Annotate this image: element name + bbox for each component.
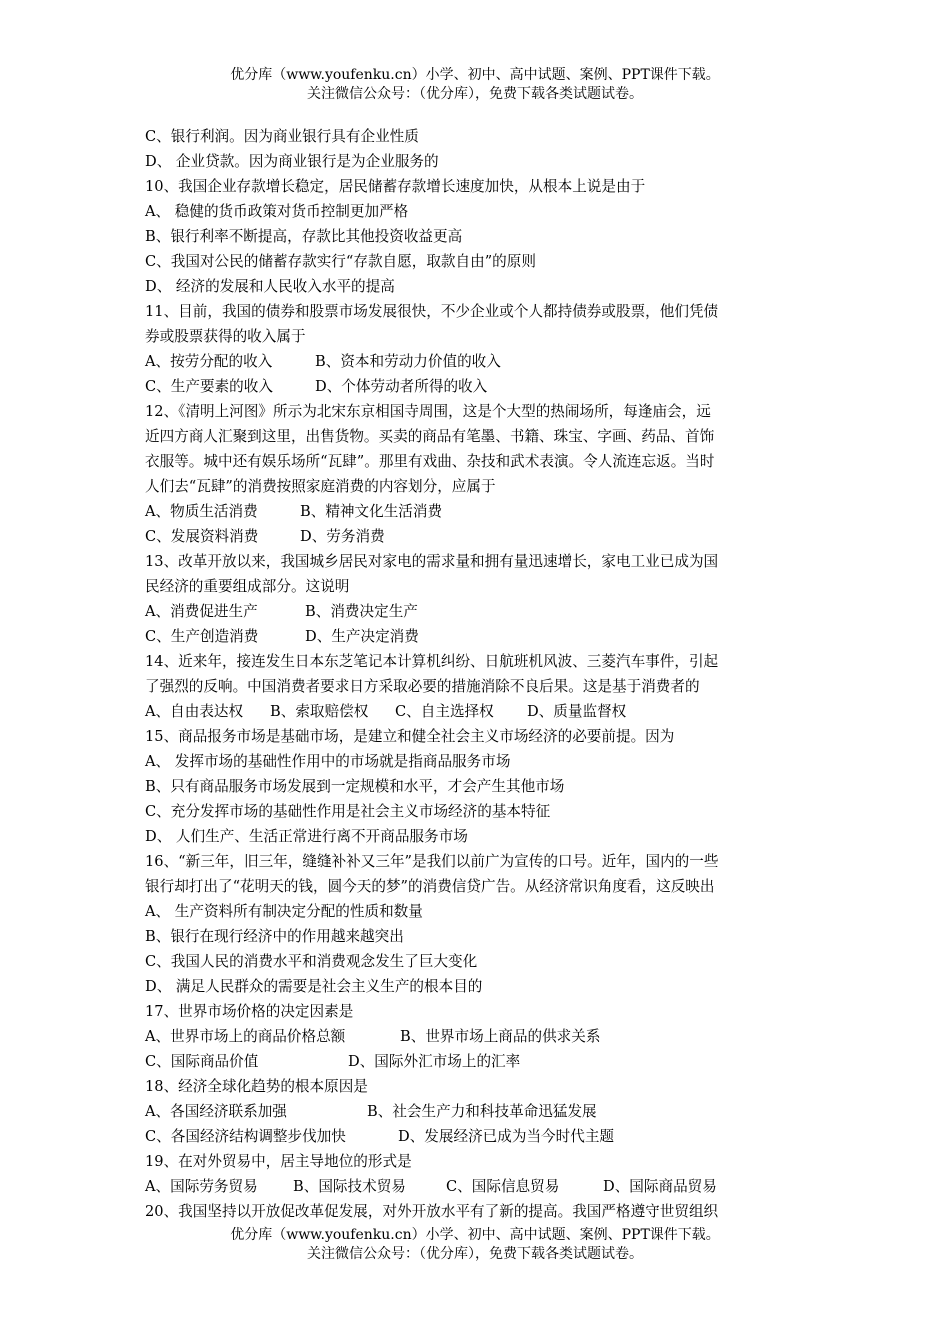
question-17-options-row [145, 1024, 807, 1049]
option-b: B、世界市场上商品的供求关系 [400, 1028, 601, 1045]
option-c: C、生产要素的收入 [145, 378, 273, 395]
header-line-1: 优分库（www.youfenku.cn）小学、初中、高中试题、案例、PPT课件下载。 [230, 67, 720, 83]
question-13-stem: 13、改革开放以来，我国城乡居民对家电的需求量和拥有量迅速增长，家电工业已成为国 [145, 553, 719, 570]
option-b: B、社会生产力和科技革命迅猛发展 [367, 1103, 597, 1120]
option-c: C、生产创造消费 [145, 628, 259, 645]
text-line: 近四方商人汇聚到这里，出售货物。买卖的商品有笔墨、书籍、珠宝、字画、药品、首饰 [145, 428, 715, 445]
option-b: B、索取赔偿权 [270, 703, 369, 720]
option-a: A、消费促进生产 [145, 603, 258, 620]
footer-line-2: 关注微信公众号：（优分库），免费下载各类试题试卷。 [307, 1246, 643, 1262]
option-b: B、消费决定生产 [305, 603, 418, 620]
question-11-options-row [145, 349, 807, 374]
option-c: C、各国经济结构调整步伐加快 [145, 1128, 346, 1145]
question-14-options-row [145, 699, 807, 724]
option-d: D、劳务消费 [300, 528, 385, 545]
text-line: C、充分发挥市场的基础性作用是社会主义市场经济的基本特征 [145, 803, 551, 820]
option-a: A、各国经济联系加强 [145, 1103, 287, 1120]
option-a: A、世界市场上的商品价格总额 [145, 1028, 346, 1045]
question-19-options-row [145, 1174, 807, 1199]
text-line: 民经济的重要组成部分。这说明 [145, 578, 350, 595]
question-12-options-row [145, 499, 807, 524]
header-line-2: 关注微信公众号：（优分库），免费下载各类试题试卷。 [307, 86, 643, 102]
question-17-stem: 17、世界市场价格的决定因素是 [145, 1003, 354, 1020]
text-line: C、我国人民的消费水平和消费观念发生了巨大变化 [145, 953, 478, 970]
text-line: 衣服等。城中还有娱乐场所“瓦肆”。那里有戏曲、杂技和武术表演。令人流连忘返。当时 [145, 453, 715, 470]
option-a: A、自由表达权 [145, 703, 244, 720]
question-10-stem: 10、我国企业存款增长稳定，居民储蓄存款增长速度加快，从根本上说是由于 [145, 178, 646, 195]
question-13-options-row [145, 599, 807, 624]
text-line: B、只有商品服务市场发展到一定规模和水平，才会产生其他市场 [145, 778, 565, 795]
question-20-stem: 20、我国坚持以开放促改革促发展，对外开放水平有了新的提高。我国严格遵守世贸组织 [145, 1203, 719, 1220]
text-line: 银行却打出了“花明天的钱，圆今天的梦”的消费信贷广告。从经济常识角度看，这反映出 [145, 878, 715, 895]
option-c: C、国际信息贸易 [446, 1178, 560, 1195]
option-b: B、资本和劳动力价值的收入 [315, 353, 501, 370]
text-line: 人们去“瓦肆”的消费按照家庭消费的内容划分，应属于 [145, 478, 496, 495]
text-line: B、银行利率不断提高，存款比其他投资收益更高 [145, 228, 463, 245]
option-a: A、物质生活消费 [145, 503, 258, 520]
question-19-stem: 19、在对外贸易中，居主导地位的形式是 [145, 1153, 412, 1170]
text-line: A、 稳健的货币政策对货币控制更加严格 [145, 203, 409, 220]
option-b: B、国际技术贸易 [293, 1178, 406, 1195]
option-d: D、生产决定消费 [305, 628, 419, 645]
text-line: D、 企业贷款。因为商业银行是为企业服务的 [145, 153, 439, 170]
option-c: C、国际商品价值 [145, 1053, 259, 1070]
question-11-stem: 11、目前，我国的债券和股票市场发展很快，不少企业或个人都持债券或股票，他们凭债 [145, 303, 719, 320]
option-d: D、国际商品贸易 [603, 1178, 717, 1195]
option-c: C、发展资料消费 [145, 528, 259, 545]
question-16-stem: 16、“新三年，旧三年，缝缝补补又三年”是我们以前广为宣传的口号。近年，国内的一些 [145, 853, 719, 870]
option-a: A、按劳分配的收入 [145, 353, 273, 370]
option-b: B、精神文化生活消费 [300, 503, 443, 520]
option-d: D、国际外汇市场上的汇率 [348, 1053, 521, 1070]
option-a: A、国际劳务贸易 [145, 1178, 258, 1195]
footer-line-1: 优分库（www.youfenku.cn）小学、初中、高中试题、案例、PPT课件下载。 [230, 1227, 720, 1243]
text-line: C、我国对公民的储蓄存款实行“存款自愿，取款自由”的原则 [145, 253, 536, 270]
text-line: D、 满足人民群众的需要是社会主义生产的根本目的 [145, 978, 483, 995]
text-line: C、银行利润。因为商业银行具有企业性质 [145, 128, 419, 145]
question-15-stem: 15、商品报务市场是基础市场，是建立和健全社会主义市场经济的必要前提。因为 [145, 728, 675, 745]
question-11-options-row [145, 374, 807, 399]
option-d: D、质量监督权 [527, 703, 627, 720]
text-line: D、 人们生产、生活正常进行离不开商品服务市场 [145, 828, 468, 845]
option-c: C、自主选择权 [395, 703, 494, 720]
question-18-options-row [145, 1099, 807, 1124]
option-d: D、个体劳动者所得的收入 [315, 378, 488, 395]
page-footer [0, 1226, 950, 1264]
question-13-options-row [145, 624, 807, 649]
text-line: B、银行在现行经济中的作用越来越突出 [145, 928, 404, 945]
question-14-stem: 14、近来年，接连发生日本东芝笔记本计算机纠纷、日航班机风波、三菱汽车事件，引起 [145, 653, 719, 670]
text-line: A、 发挥市场的基础性作用中的市场就是指商品服务市场 [145, 753, 511, 770]
option-d: D、发展经济已成为当今时代主题 [398, 1128, 615, 1145]
question-17-options-row [145, 1049, 807, 1074]
question-18-options-row [145, 1124, 807, 1149]
text-line: 了强烈的反响。中国消费者要求日方采取必要的措施消除不良后果。这是基于消费者的 [145, 678, 700, 695]
text-line: A、 生产资料所有制决定分配的性质和数量 [145, 903, 423, 920]
question-18-stem: 18、经济全球化趋势的根本原因是 [145, 1078, 368, 1095]
document-body [145, 124, 807, 1224]
question-12-stem: 12、《清明上河图》所示为北宋东京相国寺周围，这是个大型的热闹场所，每逢庙会，远 [145, 403, 711, 420]
page-header [0, 66, 950, 104]
text-line: D、 经济的发展和人民收入水平的提高 [145, 278, 395, 295]
question-12-options-row [145, 524, 807, 549]
text-line: 券或股票获得的收入属于 [145, 328, 306, 345]
